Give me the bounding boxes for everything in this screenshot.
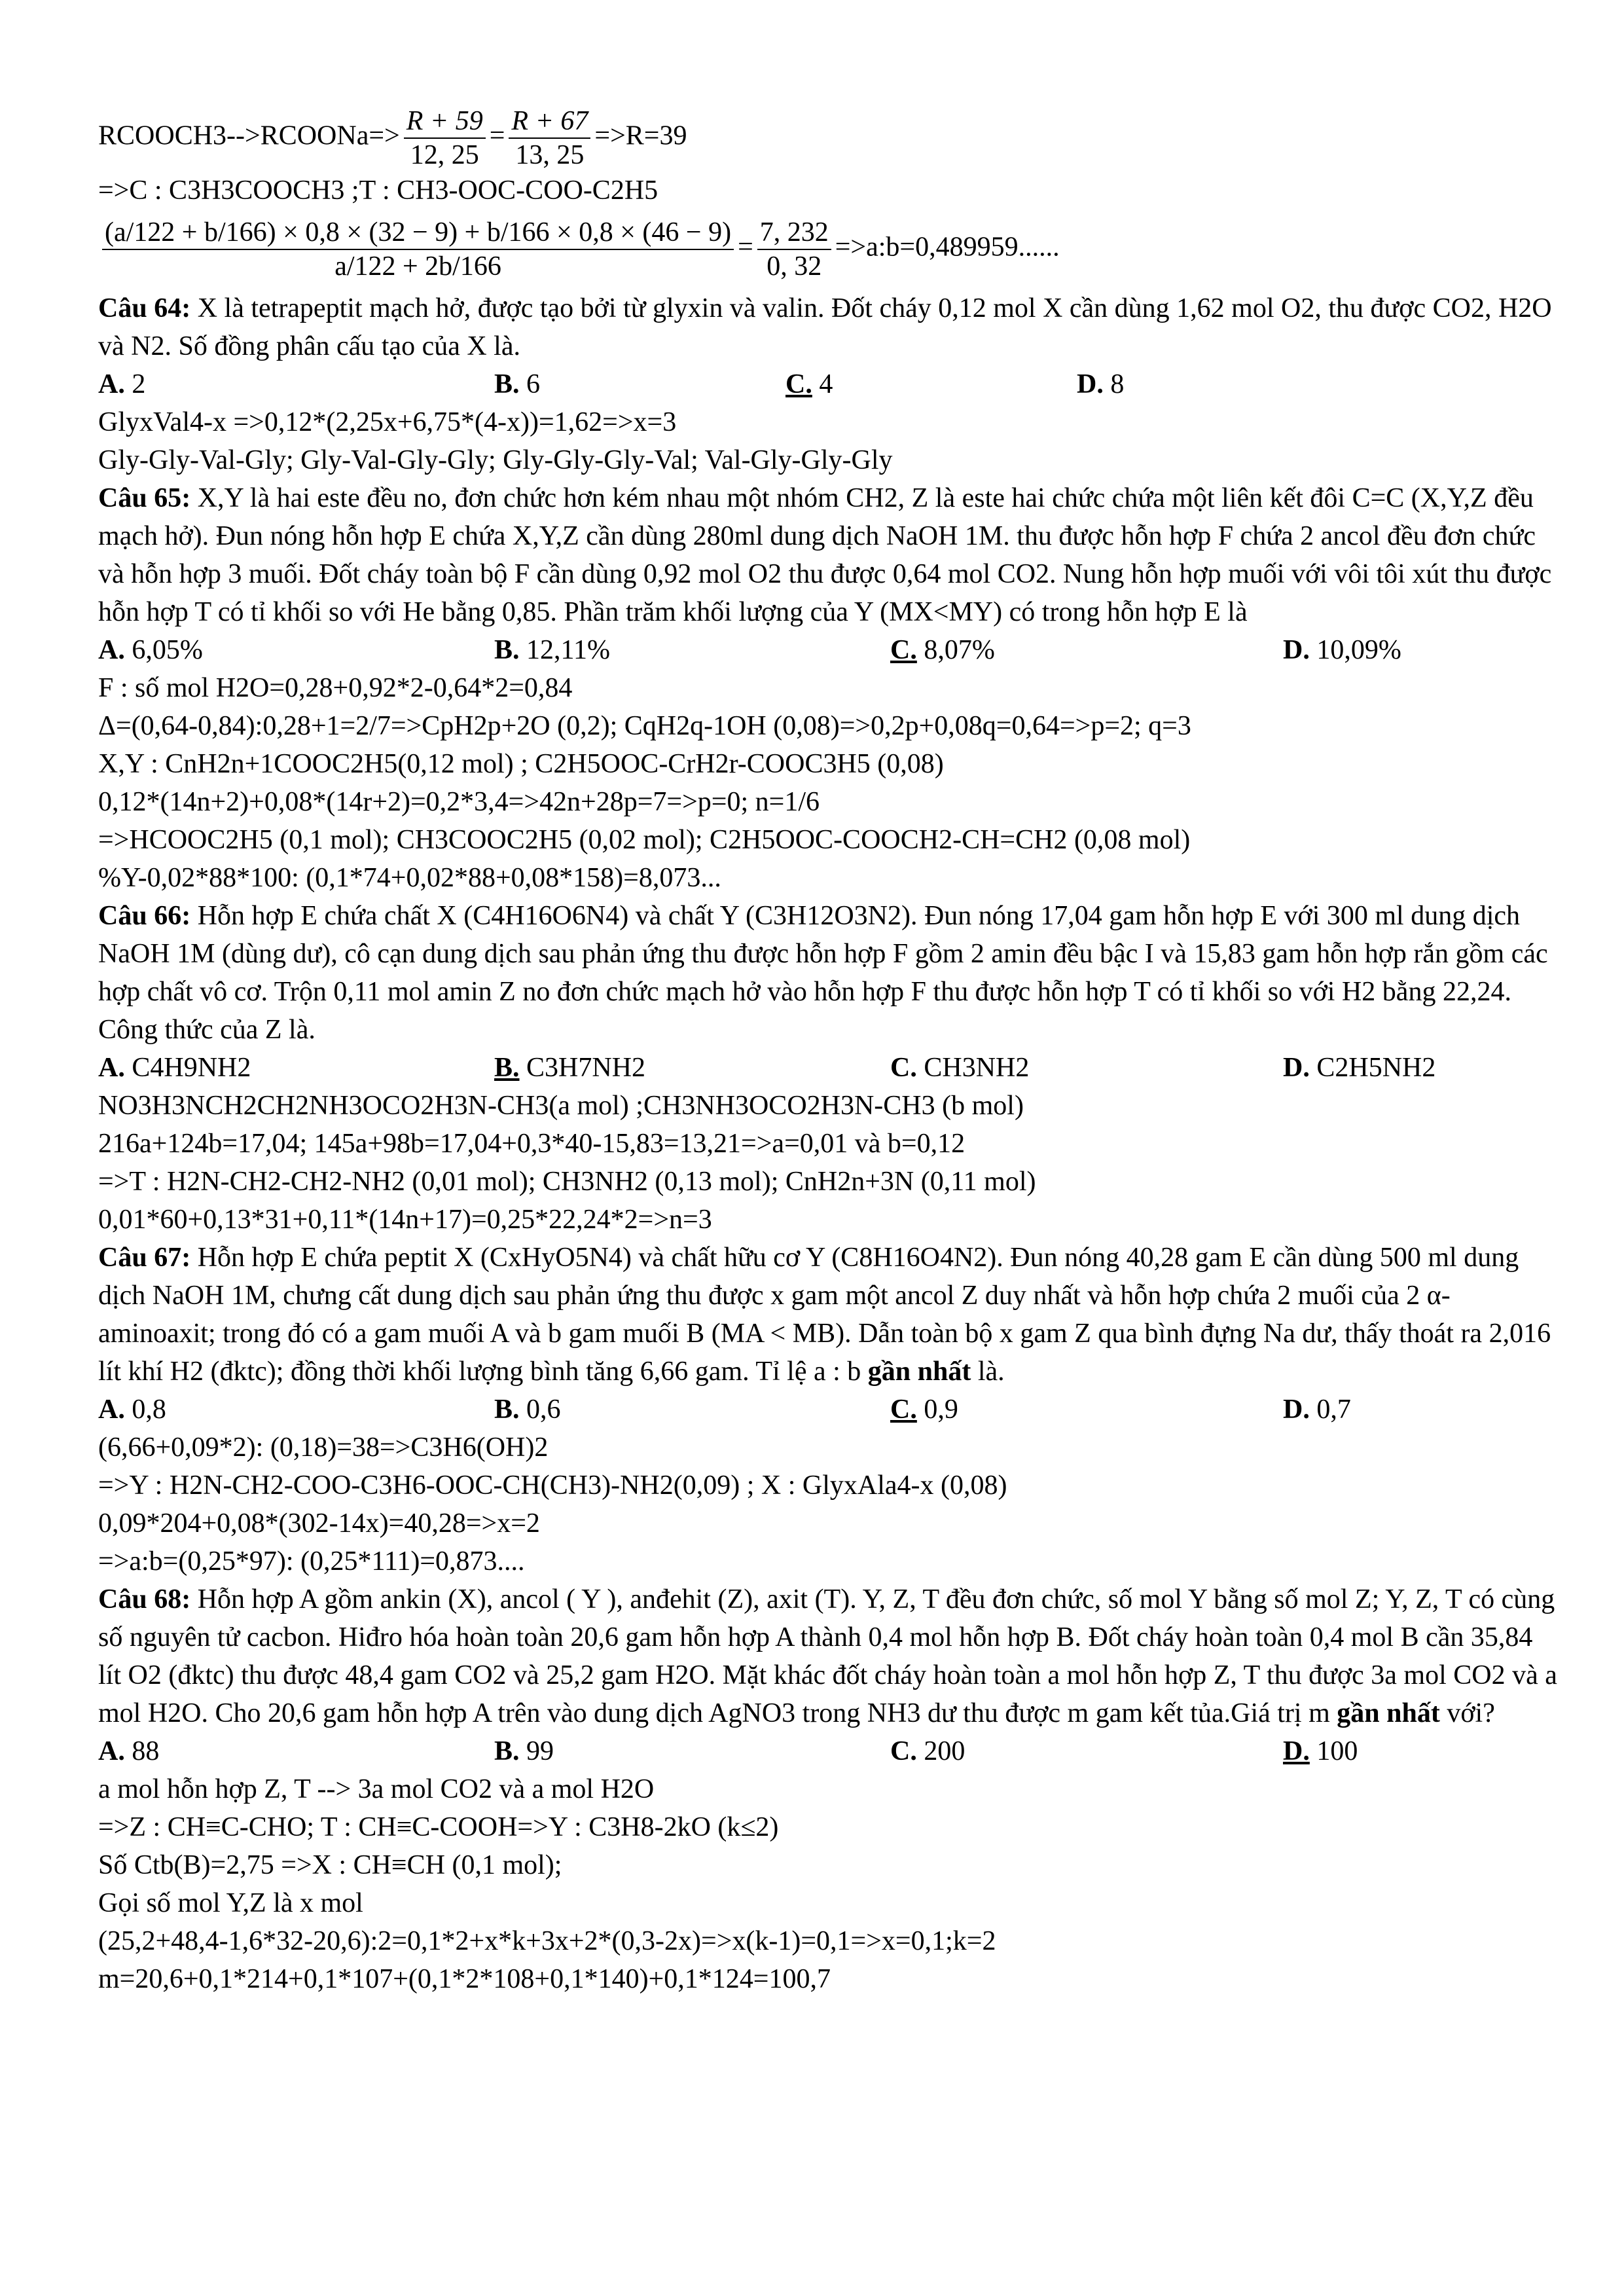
- question-67: [98, 1239, 1558, 1391]
- option-c: C. 200: [890, 1736, 965, 1766]
- solution-line: =>Z : CH≡C-CHO; T : CH≡C-COOH=>Y : C3H8-2kO (k≤2): [98, 1812, 779, 1842]
- option-a: A. 2: [98, 369, 146, 399]
- question-65-options: [98, 631, 1558, 669]
- solution-line: 216a+124b=17,04; 145a+98b=17,04+0,3*40-15,83=13,21=>a=0,01 và b=0,12: [98, 1129, 965, 1159]
- solution-line: GlyxVal4-x =>0,12*(2,25x+6,75*(4-x))=1,62=>x=3: [98, 407, 677, 437]
- fraction-3-num: 7, 232: [757, 216, 831, 250]
- solution-line: m=20,6+0,1*214+0,1*107+(0,1*2*108+0,1*140)+0,1*124=100,7: [98, 1964, 831, 1994]
- solution-line: =>Y : H2N-CH2-COO-C3H6-OOC-CH(CH3)-NH2(0,09) ; X : GlyxAla4-x (0,08): [98, 1470, 1007, 1501]
- solution-line: 0,09*204+0,08*(302-14x)=40,28=>x=2: [98, 1508, 540, 1539]
- big-fraction-den: a/122 + 2b/166: [334, 251, 501, 282]
- option-d-correct: D. 100: [1283, 1736, 1358, 1766]
- question-67-text-end: là.: [977, 1357, 1005, 1387]
- fraction-2-num: R + 67: [509, 105, 590, 139]
- option-c-correct: C. 8,07%: [890, 635, 995, 665]
- question-68-text: Hỗn hợp A gồm ankin (X), ancol ( Y ), anđehit (Z), axit (T). Y, Z, T đều đơn chức, số mol Y bằng số mol Z; Y, Z, T có cùng số nguyên tử cacbon. Hiđro hóa hoàn toàn 20,6 gam hỗn hợp A thành 0,4 mol hỗn hợp B. Đốt cháy hoàn toàn 0,4 mol B cần 35,84 lít O2 (đktc) thu được 48,4 gam CO2 và 25,2 gam H2O. Mặt khác đốt cháy hoàn toàn a mol hỗn hợp Z, T thu được 3a mol CO2 và a mol H2O. Cho 20,6 gam hỗn hợp A trên vào dung dịch AgNO3 trong NH3 dư thu được m gam kết tủa.Giá trị m: [98, 1584, 1557, 1728]
- question-67-label: Câu 67:: [98, 1243, 191, 1273]
- intro-equation: $\frac{(a/122 + b/166) \times 0,8 \times (32 - 9) + b/166 \times 0,8 \times (46 - 9)}{a/122 + 2b/166}$ = $\frac{7, 232}{0, 32}$ =>a:b=0,489959......: [98, 216, 1558, 283]
- option-b: B. 0,6: [494, 1394, 561, 1425]
- option-c-correct: C. 0,9: [890, 1394, 958, 1425]
- solution-line: 0,01*60+0,13*31+0,11*(14n+17)=0,25*22,24*2=>n=3: [98, 1205, 712, 1235]
- fraction-2: [509, 105, 590, 172]
- solution-line: NO3H3NCH2CH2NH3OCO2H3N-CH3(a mol) ;CH3NH3OCO2H3N-CH3 (b mol): [98, 1091, 1024, 1121]
- big-fraction: [102, 216, 734, 283]
- solution-line: =>T : H2N-CH2-CH2-NH2 (0,01 mol); CH3NH2 (0,13 mol); CnH2n+3N (0,11 mol): [98, 1167, 1036, 1197]
- question-66: [98, 897, 1558, 1049]
- document-page: [98, 105, 1558, 1998]
- solution-line: a mol hỗn hợp Z, T --> 3a mol CO2 và a mol H2O: [98, 1774, 655, 1804]
- solution-line: Gly-Gly-Val-Gly; Gly-Val-Gly-Gly; Gly-Gly-Gly-Val; Val-Gly-Gly-Gly: [98, 445, 893, 475]
- solution-line: (6,66+0,09*2): (0,18)=38=>C3H6(OH)2: [98, 1432, 549, 1463]
- question-68-options: [98, 1732, 1558, 1770]
- solution-line: Gọi số mol Y,Z là x mol: [98, 1888, 363, 1918]
- question-64-text: X là tetrapeptit mạch hở, được tạo bởi từ glyxin và valin. Đốt cháy 0,12 mol X cần dùng 1,62 mol O2, thu được CO2, H2O và N2. Số đồng phân cấu tạo của X là.: [98, 293, 1552, 361]
- solution-line: X,Y : CnH2n+1COOC2H5(0,12 mol) ; C2H5OOC-CrH2r-COOC3H5 (0,08): [98, 749, 944, 779]
- option-d: D. C2H5NH2: [1283, 1053, 1436, 1083]
- solution-line: =>HCOOC2H5 (0,1 mol); CH3COOC2H5 (0,02 mol); C2H5OOC-COOCH2-CH=CH2 (0,08 mol): [98, 825, 1191, 855]
- question-64-label: Câu 64:: [98, 293, 191, 323]
- question-64: [98, 289, 1558, 365]
- option-b-correct: B. C3H7NH2: [494, 1053, 646, 1083]
- option-d: D. 8: [1077, 369, 1125, 399]
- option-c: C. CH3NH2: [890, 1053, 1030, 1083]
- question-66-label: Câu 66:: [98, 901, 191, 931]
- intro-result: =>R=39: [594, 120, 687, 151]
- question-68: [98, 1580, 1558, 1732]
- solution-line: F : số mol H2O=0,28+0,92*2-0,64*2=0,84: [98, 673, 573, 703]
- question-65-text: X,Y là hai este đều no, đơn chức hơn kém nhau một nhóm CH2, Z là este hai chức chứa một liên kết đôi C=C (X,Y,Z đều mạch hở). Đun nóng hỗn hợp E chứa X,Y,Z cần dùng 280ml dung dịch NaOH 1M. thu được hỗn hợp F chứa 2 ancol đều đơn chức và hỗn hợp 3 muối. Đốt cháy toàn bộ F cần dùng 0,92 mol O2 thu được 0,64 mol CO2. Nung hỗn hợp muối với vôi tôi xút thu được hỗn hợp T có tỉ khối so với He bằng 0,85. Phần trăm khối lượng của Y (MX<MY) có trong hỗn hợp E là: [98, 483, 1552, 627]
- question-68-label: Câu 68:: [98, 1584, 191, 1614]
- question-67-options: [98, 1391, 1558, 1429]
- fraction-2-den: 13, 25: [515, 140, 585, 170]
- solution-line: (25,2+48,4-1,6*32-20,6):2=0,1*2+x*k+3x+2*(0,3-2x)=>x(k-1)=0,1=>x=0,1;k=2: [98, 1926, 996, 1956]
- question-67-text: Hỗn hợp E chứa peptit X (CxHyO5N4) và chất hữu cơ Y (C8H16O4N2). Đun nóng 40,28 gam E cần dùng 500 ml dung dịch NaOH 1M, chưng cất dung dịch sau phản ứng thu được x gam một ancol Z duy nhất và hỗn hợp chứa 2 muối của 2 α-aminoaxit; trong đó có a gam muối A và b gam muối B (MA < MB). Dẫn toàn bộ x gam Z qua bình đựng Na dư, thấy thoát ra 2,016 lít khí H2 (đktc); đồng thời khối lượng bình tăng 6,66 gam. Tỉ lệ a : b: [98, 1243, 1551, 1387]
- option-d: D. 0,7: [1283, 1394, 1351, 1425]
- option-c-correct: C. 4: [785, 369, 833, 399]
- intro-line-1: RCOOCH3-->RCOONa=> $\frac{R + 59}{12, 25}$ = $\frac{R + 67}{13, 25}$ =>R=39: [98, 106, 687, 170]
- question-68-text-end: với?: [1447, 1698, 1495, 1728]
- fraction-1-num: R + 59: [404, 105, 486, 139]
- option-b: B. 99: [494, 1736, 554, 1766]
- intro-ratio: =>a:b=0,489959......: [835, 232, 1060, 263]
- option-a: A. C4H9NH2: [98, 1053, 251, 1083]
- fraction-3-den: 0, 32: [767, 251, 822, 282]
- question-64-options: [98, 365, 1558, 403]
- question-66-options: [98, 1049, 1558, 1087]
- fraction-3: [757, 216, 831, 283]
- question-65-label: Câu 65:: [98, 483, 191, 513]
- question-65: [98, 479, 1558, 631]
- fraction-1: [404, 105, 486, 172]
- option-a: A. 0,8: [98, 1394, 166, 1425]
- solution-line: =>a:b=(0,25*97): (0,25*111)=0,873....: [98, 1546, 525, 1576]
- intro-text: RCOOCH3-->RCOONa=>: [98, 120, 400, 151]
- option-d: D. 10,09%: [1283, 635, 1401, 665]
- option-b: B. 12,11%: [494, 635, 610, 665]
- question-67-emphasis: gần nhất: [867, 1357, 971, 1387]
- solution-line: %Y-0,02*88*100: (0,1*74+0,02*88+0,08*158)=8,073...: [98, 863, 721, 893]
- option-a: A. 88: [98, 1736, 160, 1766]
- option-a: A. 6,05%: [98, 635, 203, 665]
- fraction-1-den: 12, 25: [410, 140, 479, 170]
- big-fraction-num: (a/122 + b/166) × 0,8 × (32 − 9) + b/166 × 0,8 × (46 − 9): [102, 216, 734, 250]
- intro-line-2: =>C : C3H3COOCH3 ;T : CH3-OOC-COO-C2H5: [98, 175, 659, 206]
- question-66-text: Hỗn hợp E chứa chất X (C4H16O6N4) và chất Y (C3H12O3N2). Đun nóng 17,04 gam hỗn hợp E với 300 ml dung dịch NaOH 1M (dùng dư), cô cạn dung dịch sau phản ứng thu được hỗn hợp F gồm 2 amin đều bậc I và 15,83 gam hỗn hợp rắn gồm các hợp chất vô cơ. Trộn 0,11 mol amin Z no đơn chức mạch hở vào hỗn hợp F thu được hỗn hợp T có tỉ khối so với H2 bằng 22,24. Công thức của Z là.: [98, 901, 1548, 1045]
- option-b: B. 6: [494, 369, 541, 399]
- question-68-emphasis: gần nhất: [1337, 1698, 1440, 1728]
- solution-line: Số Ctb(B)=2,75 =>X : CH≡CH (0,1 mol);: [98, 1850, 562, 1880]
- solution-line: Δ=(0,64-0,84):0,28+1=2/7=>CpH2p+2O (0,2); CqH2q-1OH (0,08)=>0,2p+0,08q=0,64=>p=2; q=3: [98, 711, 1191, 741]
- solution-line: 0,12*(14n+2)+0,08*(14r+2)=0,2*3,4=>42n+28p=7=>p=0; n=1/6: [98, 787, 820, 817]
